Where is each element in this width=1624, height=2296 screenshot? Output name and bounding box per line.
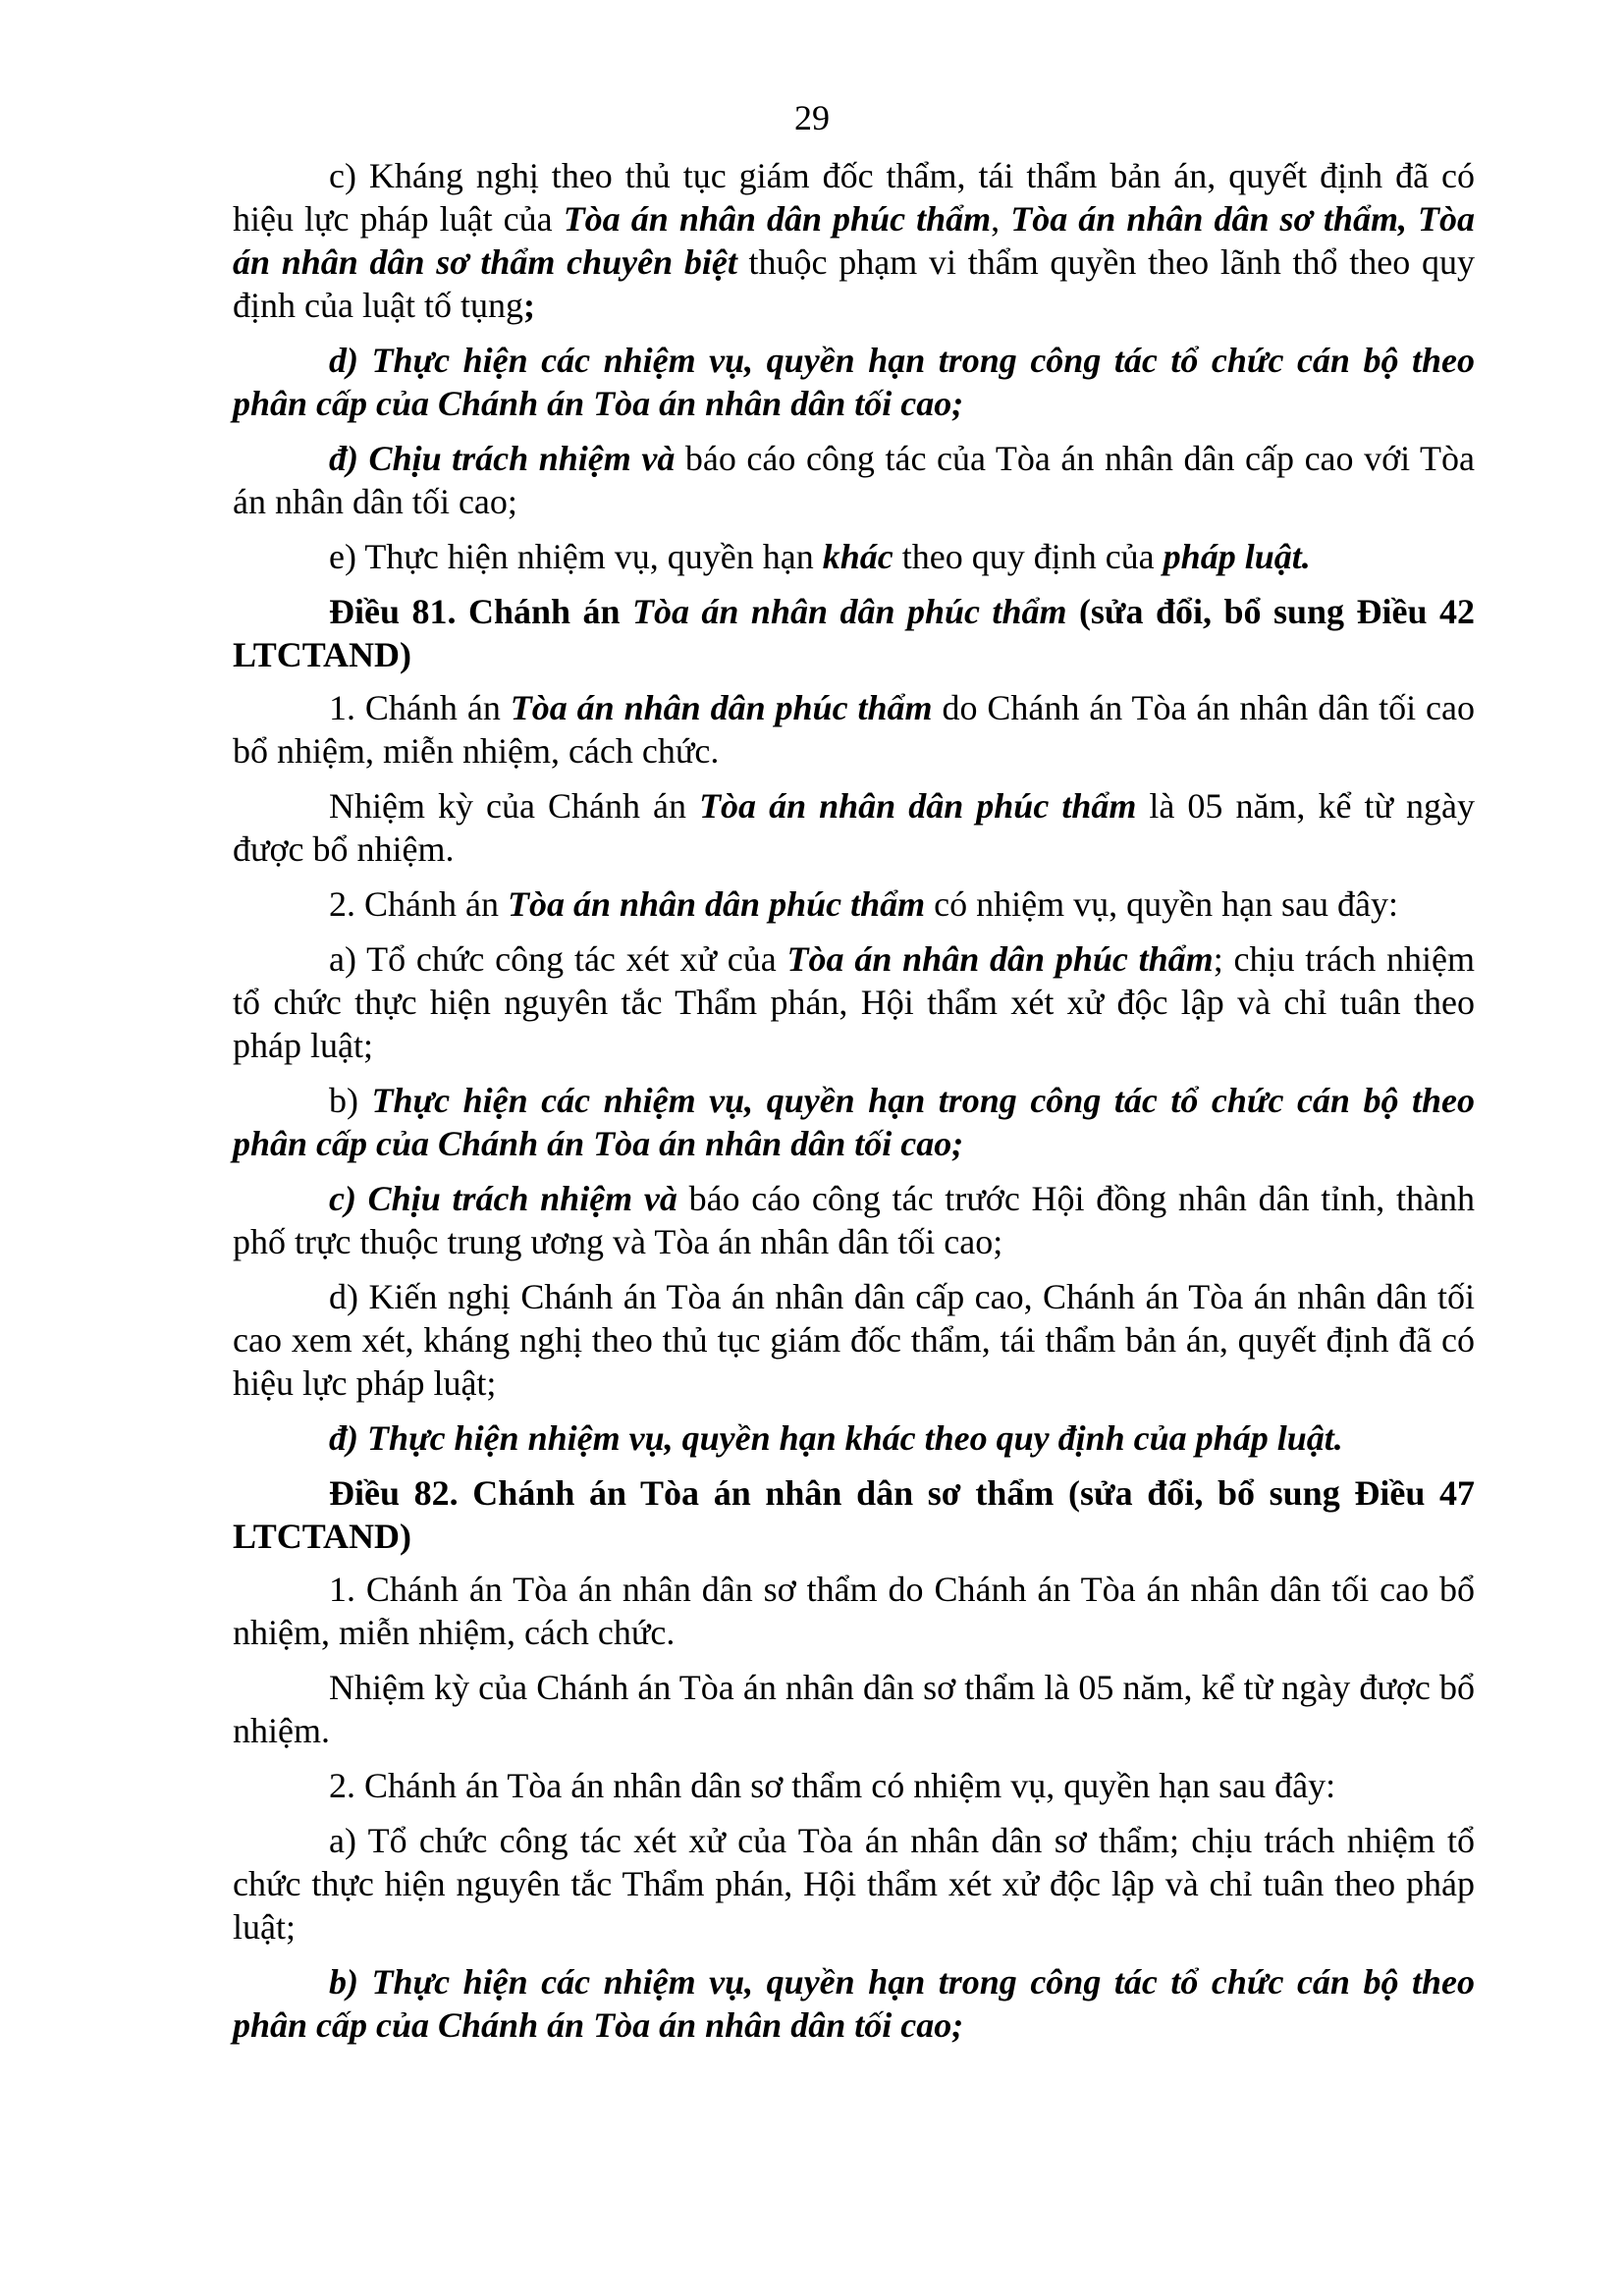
text-run: Tòa án nhân dân phúc thẩm bbox=[563, 199, 992, 239]
page-number: 29 bbox=[794, 98, 830, 137]
text-run: pháp luật. bbox=[1163, 537, 1311, 576]
text-run: báo cáo công tác trước Hội đồng nhân dân tỉnh, thành phố trực thuộc trung ương và Tòa án nhân dân tối cao; bbox=[233, 1179, 1475, 1261]
article-heading bbox=[233, 1471, 1475, 1558]
article-heading bbox=[233, 590, 1475, 676]
text-run: ; bbox=[522, 286, 535, 325]
text-run: e) Thực hiện nhiệm vụ, quyền hạn bbox=[329, 537, 823, 576]
paragraph bbox=[233, 1275, 1475, 1405]
paragraph bbox=[233, 1666, 1475, 1752]
text-run: c) Chịu trách nhiệm và bbox=[329, 1179, 677, 1218]
text-run: a) Tổ chức công tác xét xử của bbox=[329, 939, 787, 979]
text-run: Tòa án nhân dân phúc thẩm bbox=[786, 939, 1214, 979]
text-run: , bbox=[991, 199, 1011, 239]
text-run: 1. Chánh án Tòa án nhân dân sơ thẩm do Chánh án Tòa án nhân dân tối cao bổ nhiệm, miễn nhiệm, cách chức. bbox=[233, 1570, 1475, 1652]
paragraph bbox=[233, 1819, 1475, 1949]
paragraph bbox=[233, 1960, 1475, 2047]
text-run: b) Thực hiện các nhiệm vụ, quyền hạn trong công tác tổ chức cán bộ theo phân cấp của Chánh án Tòa án nhân dân tối cao; bbox=[233, 1962, 1475, 2045]
paragraph bbox=[233, 1416, 1475, 1460]
text-run: theo quy định của bbox=[893, 537, 1164, 576]
paragraph bbox=[233, 882, 1475, 926]
text-run: đ) Chịu trách nhiệm và bbox=[329, 439, 676, 478]
paragraph bbox=[233, 339, 1475, 425]
paragraph bbox=[233, 1177, 1475, 1263]
text-run: Điều 81. Chánh án bbox=[329, 592, 632, 631]
text-run: 1. Chánh án bbox=[329, 688, 511, 727]
text-run: c) Kháng nghị theo thủ tục giám đốc thẩm, tái thẩm bản án, quyết định đã có hiệu lực pháp luật của bbox=[233, 156, 1475, 239]
text-run: a) Tổ chức công tác xét xử của Tòa án nhân dân sơ thẩm; chịu trách nhiệm tổ chức thực hiện nguyên tắc Thẩm phán, Hội thẩm xét xử độc lập và chỉ tuân theo pháp luật; bbox=[233, 1821, 1475, 1947]
text-run: Điều 82. Chánh án Tòa án nhân dân sơ thẩm (sửa đổi, bổ sung Điều 47 LTCTAND) bbox=[233, 1473, 1475, 1556]
document-body bbox=[233, 154, 1475, 2058]
text-run: Tòa án nhân dân phúc thẩm bbox=[631, 592, 1067, 631]
text-run: Nhiệm kỳ của Chánh án Tòa án nhân dân sơ thẩm là 05 năm, kể từ ngày được bổ nhiệm. bbox=[233, 1668, 1475, 1750]
text-run: báo cáo công tác của Tòa án nhân dân cấp cao với Tòa án nhân dân tối cao; bbox=[233, 439, 1476, 521]
paragraph bbox=[233, 686, 1475, 773]
paragraph bbox=[233, 437, 1475, 523]
text-run: d) Kiến nghị Chánh án Tòa án nhân dân cấp cao, Chánh án Tòa án nhân dân tối cao xem xét, kháng nghị theo thủ tục giám đốc thẩm, tái thẩm bản án, quyết định đã có hiệu lực pháp luật; bbox=[233, 1277, 1475, 1403]
text-run: Tòa án nhân dân phúc thẩm bbox=[507, 884, 926, 924]
text-run: (sửa đổi, bổ sung Điều 42 LTCTAND) bbox=[233, 592, 1475, 674]
text-run: Thực hiện các nhiệm vụ, quyền hạn trong công tác tổ chức cán bộ theo phân cấp của Chánh án Tòa án nhân dân tối cao; bbox=[233, 1081, 1475, 1163]
text-run: có nhiệm vụ, quyền hạn sau đây: bbox=[925, 884, 1399, 924]
paragraph bbox=[233, 1079, 1475, 1165]
text-run: khác bbox=[822, 537, 893, 576]
text-run: 2. Chánh án Tòa án nhân dân sơ thẩm có nhiệm vụ, quyền hạn sau đây: bbox=[329, 1766, 1336, 1805]
text-run: do Chánh án Tòa án nhân dân tối cao bổ nhiệm, miễn nhiệm, cách chức. bbox=[233, 688, 1476, 771]
text-run: b) bbox=[329, 1081, 372, 1120]
text-run: Tòa án nhân dân phúc thẩm bbox=[699, 786, 1137, 826]
text-run: thuộc phạm vi thẩm quyền theo lãnh thổ theo quy định của luật tố tụng bbox=[233, 242, 1475, 325]
paragraph bbox=[233, 535, 1475, 578]
text-run: đ) Thực hiện nhiệm vụ, quyền hạn khác theo quy định của pháp luật. bbox=[329, 1418, 1343, 1458]
paragraph bbox=[233, 1764, 1475, 1807]
text-run: Tòa án nhân dân phúc thẩm bbox=[510, 688, 933, 727]
paragraph bbox=[233, 154, 1475, 327]
text-run: là 05 năm, kể từ ngày được bổ nhiệm. bbox=[233, 786, 1475, 869]
paragraph bbox=[233, 784, 1475, 871]
text-run: 2. Chánh án bbox=[329, 884, 508, 924]
text-run: d) Thực hiện các nhiệm vụ, quyền hạn trong công tác tổ chức cán bộ theo phân cấp của Chánh án Tòa án nhân dân tối cao; bbox=[233, 341, 1475, 423]
paragraph bbox=[233, 937, 1475, 1067]
text-run: Tòa án nhân dân sơ thẩm, Tòa án nhân dân sơ thẩm chuyên biệt bbox=[233, 199, 1475, 282]
text-run: Nhiệm kỳ của Chánh án bbox=[329, 786, 700, 826]
paragraph bbox=[233, 1568, 1475, 1654]
text-run: ; chịu trách nhiệm tổ chức thực hiện nguyên tắc Thẩm phán, Hội thẩm xét xử độc lập và chỉ tuân theo pháp luật; bbox=[233, 939, 1475, 1065]
